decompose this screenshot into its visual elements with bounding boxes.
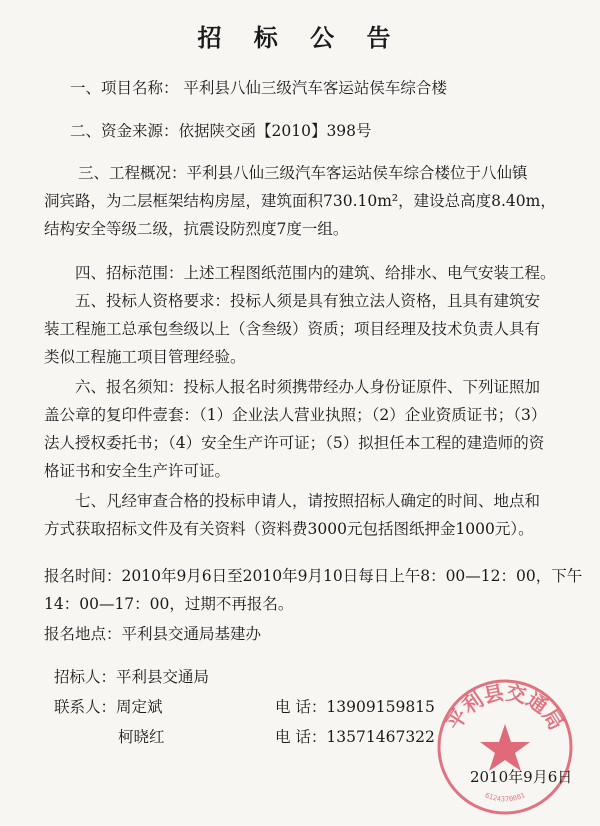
contact-phone-1: 电 话：13909159815: [275, 698, 435, 716]
registration-notice-line-1: 六、报名须知：投标人报名时须携带经办人身份证原件、下列证照加: [75, 378, 541, 396]
issue-date: 2010年9月6日: [470, 768, 573, 786]
qualification-line-1: 五、投标人资格要求：投标人须是具有独立法人资格，且具有建筑安: [75, 292, 541, 310]
svg-text:6124370001: [484, 791, 527, 803]
registration-time-line-1: 报名时间：2010年9月6日至2010年9月10日每日上午8：00—12：00，下午: [44, 567, 583, 585]
scope-line: 四、招标范围：上述工程图纸范围内的建筑、给排水、电气安装工程。: [75, 264, 556, 282]
overview-line-2: 洞宾路，为二层框架结构房屋，建筑面积730.10m²，建设总高度8.40m，: [44, 192, 556, 210]
overview-line-1: 三、工程概况：平利县八仙三级汽车客运站侯车综合楼位于八仙镇: [78, 164, 528, 182]
page-title: 招 标 公 告: [197, 24, 403, 52]
seal-number: 6124370001: [483, 791, 527, 804]
funding-source-line: 二、资金来源：依据陕交函【2010】398号: [70, 122, 372, 140]
qualification-line-2: 装工程施工总承包叁级以上（含叁级）资质；项目经理及技术负责人具有: [44, 320, 541, 338]
tenderer-line: 招标人：平利县交通局: [54, 668, 210, 686]
registration-notice-line-4: 格证书和安全生产许可证。: [44, 462, 231, 480]
official-seal: [430, 672, 580, 822]
project-name-line: 一、项目名称： 平利县八仙三级汽车客运站侯车综合楼: [70, 79, 447, 97]
registration-time-line-2: 14：00—17：00，过期不再报名。: [44, 595, 294, 613]
contact-person-1: 联系人：周定斌: [54, 698, 163, 716]
seal-text: 平利县交通局: [441, 680, 569, 735]
overview-line-3: 结构安全等级二级，抗震设防烈度7度一组。: [44, 220, 349, 238]
qualified-applicant-line-2: 方式获取招标文件及有关资料（资料费3000元包括图纸押金1000元）。: [44, 520, 534, 538]
contact-person-2: 柯晓红: [118, 728, 165, 746]
registration-place-line: 报名地点：平利县交通局基建办: [44, 625, 262, 643]
qualified-applicant-line-1: 七、凡经审查合格的投标申请人，请按照招标人确定的时间、地点和: [75, 492, 541, 510]
contact-phone-2: 电 话：13571467322: [275, 728, 435, 746]
registration-notice-line-3: 法人授权委托书；（4）安全生产许可证；（5）拟担任本工程的建造师的资: [44, 434, 545, 452]
registration-notice-line-2: 盖公章的复印件壹套：（1）企业法人营业执照；（2）企业资质证书；（3）: [44, 406, 547, 424]
seal-stamp-icon: [430, 672, 580, 822]
qualification-line-3: 类似工程施工项目管理经验。: [44, 348, 246, 366]
